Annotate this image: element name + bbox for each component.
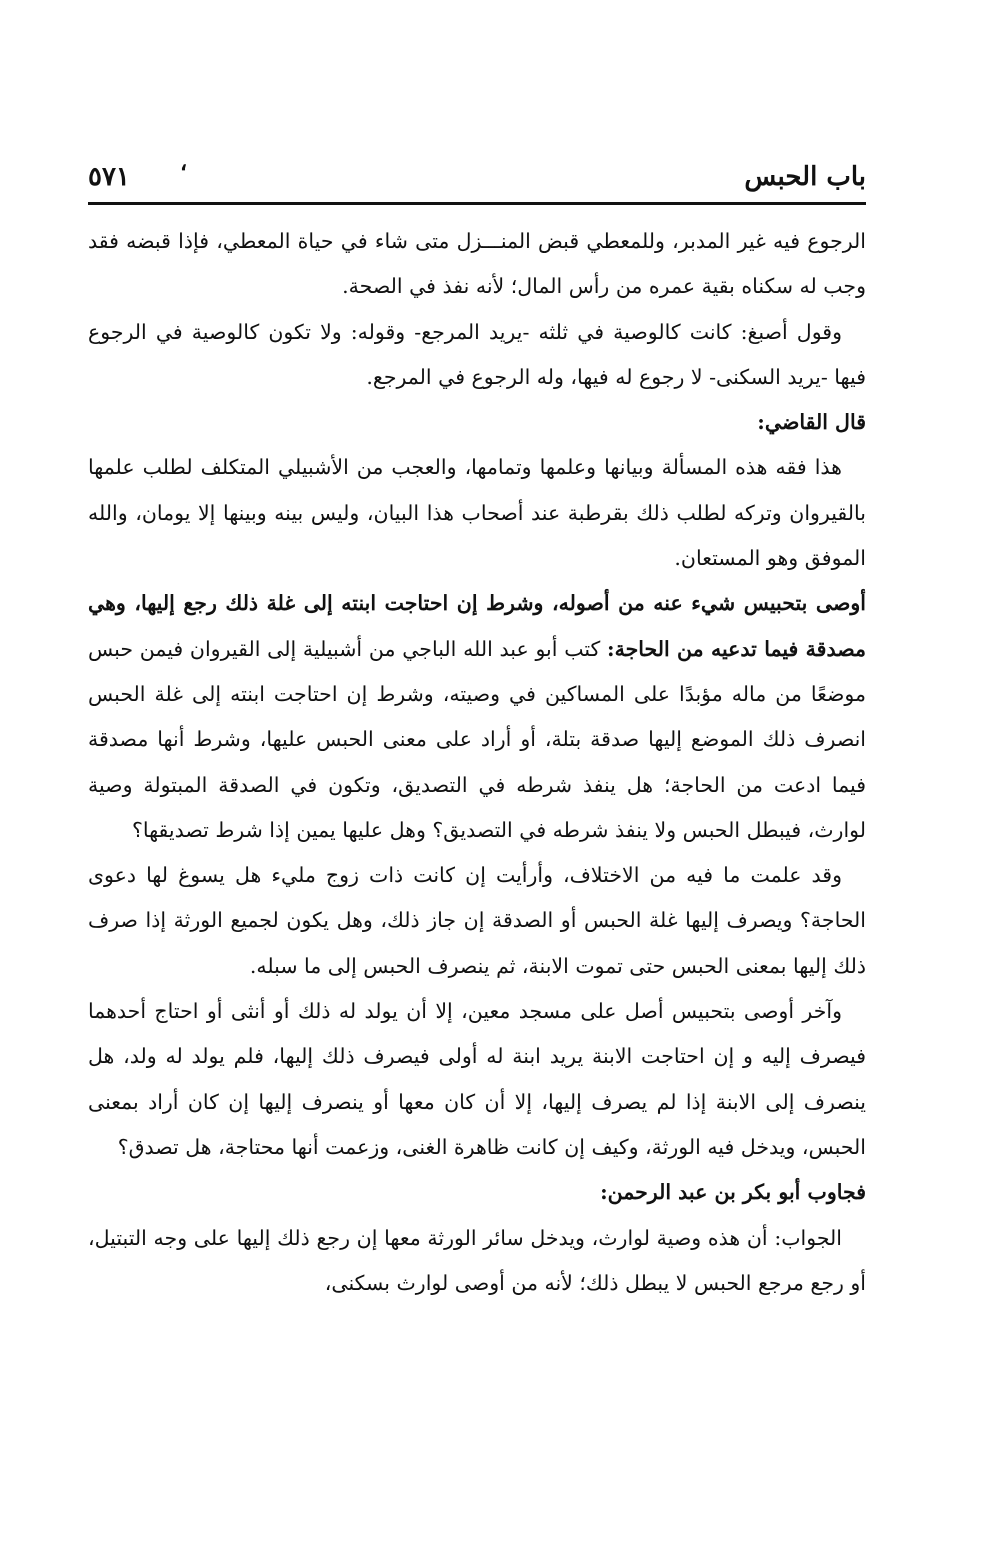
bold-lead-text: أوصى بتحبيس شيء عنه من أصوله، وشرط إن احتاجت ابنته إلى غلة ذلك رجع إليها، وهي مصدقة فيما تدعيه من الحاجة: [88,591,866,661]
paragraph: هذا فقه هذه المسألة وبيانها وعلمها وتمامها، والعجب من الأشبيلي المتكلف لطلب علمها بالقيروان وتركه لطلب ذلك بقرطبة عند أصحاب هذا البيان، وليس بينه وبينها إلا يومان، والله الموفق وهو المستعان. [88,455,866,571]
paragraph: وقد علمت ما فيه من الاختلاف، وأرأيت إن كانت ذات زوج مليء هل يسوغ لها دعوى الحاجة؟ ويصرف إليها غلة الحبس أو الصدقة إن جاز ذلك، وهل يكون لجميع الورثة إذا صرف ذلك إليها بمعنى الحبس حتى تموت الابنة، ثم ينصرف الحبس إلى ما سبله. [88,863,866,978]
paragraph-with-bold-lead [88,581,866,853]
paragraph: وقول أصبغ: كانت كالوصية في ثلثه -يريد المرجع- وقوله: ولا تكون كالوصية في الرجوع فيها -يريد السكنى- لا رجوع له فيها، وله الرجوع في المرجع. [88,319,866,389]
paragraph-body: كتب أبو عبد الله الباجي من أشبيلية إلى القيروان فيمن حبس موضعًا من ماله مؤبدًا على المساكين في وصيته، وشرط إن احتاجت ابنته إلى غلة الحبس انصرف ذلك الموضع إليها صدقة بتلة، أو أراد على معنى الحبس عليها، وشرط أنها مصدقة فيما ادعت من الحاجة؛ هل ينفذ شرطه في التصديق، وتكون في الصدقة المبتولة وصية لوارث، فيبطل الحبس ولا ينفذ شرطه في التصديق؟ وهل عليها يمين إذا شرط تصديقها؟ [88,636,866,842]
header-rule [88,202,866,205]
page [88,150,866,1306]
margin-mark: ، [180,150,188,176]
chapter-title: باب الحبس [744,162,866,192]
body-text [88,219,866,1306]
running-header [88,150,866,202]
paragraph: الرجوع فيه غير المدبر، وللمعطي قبض المنـــزل متى شاء في حياة المعطي، فإذا قبضه فقد وجب له سكناه بقية عمره من رأس المال؛ لأنه نفذ في الصحة. [88,229,866,299]
paragraph: الجواب: أن هذه وصية لوارث، ويدخل سائر الورثة معها إن رجع ذلك إليها على وجه التبتيل، أو رجع مرجع الحبس لا يبطل ذلك؛ لأنه من أوصى لوارث بسكنى، [88,1225,866,1295]
page-number: ٥٧١ [88,162,130,192]
section-heading: قال القاضي: [757,410,866,435]
paragraph: وآخر أوصى بتحبيس أصل على مسجد معين، إلا أن يولد له ذلك أو أنثى أو احتاج أحدهما فيصرف إليه و إن احتاجت الابنة يريد ابنة له أولى فيصرف ذلك إليها، فلم يولد له ولد، هل ينصرف إلى الابنة إذا لم يصرف إليها، إلا أن كان معها أو ينصرف إليها إن كان أراد بمعنى الحبس، ويدخل فيه الورثة، وكيف إن كانت ظاهرة الغنى، وزعمت أنها محتاجة، هل تصدق؟ [88,999,866,1159]
section-heading: فجاوب أبو بكر بن عبد الرحمن: [600,1180,866,1205]
